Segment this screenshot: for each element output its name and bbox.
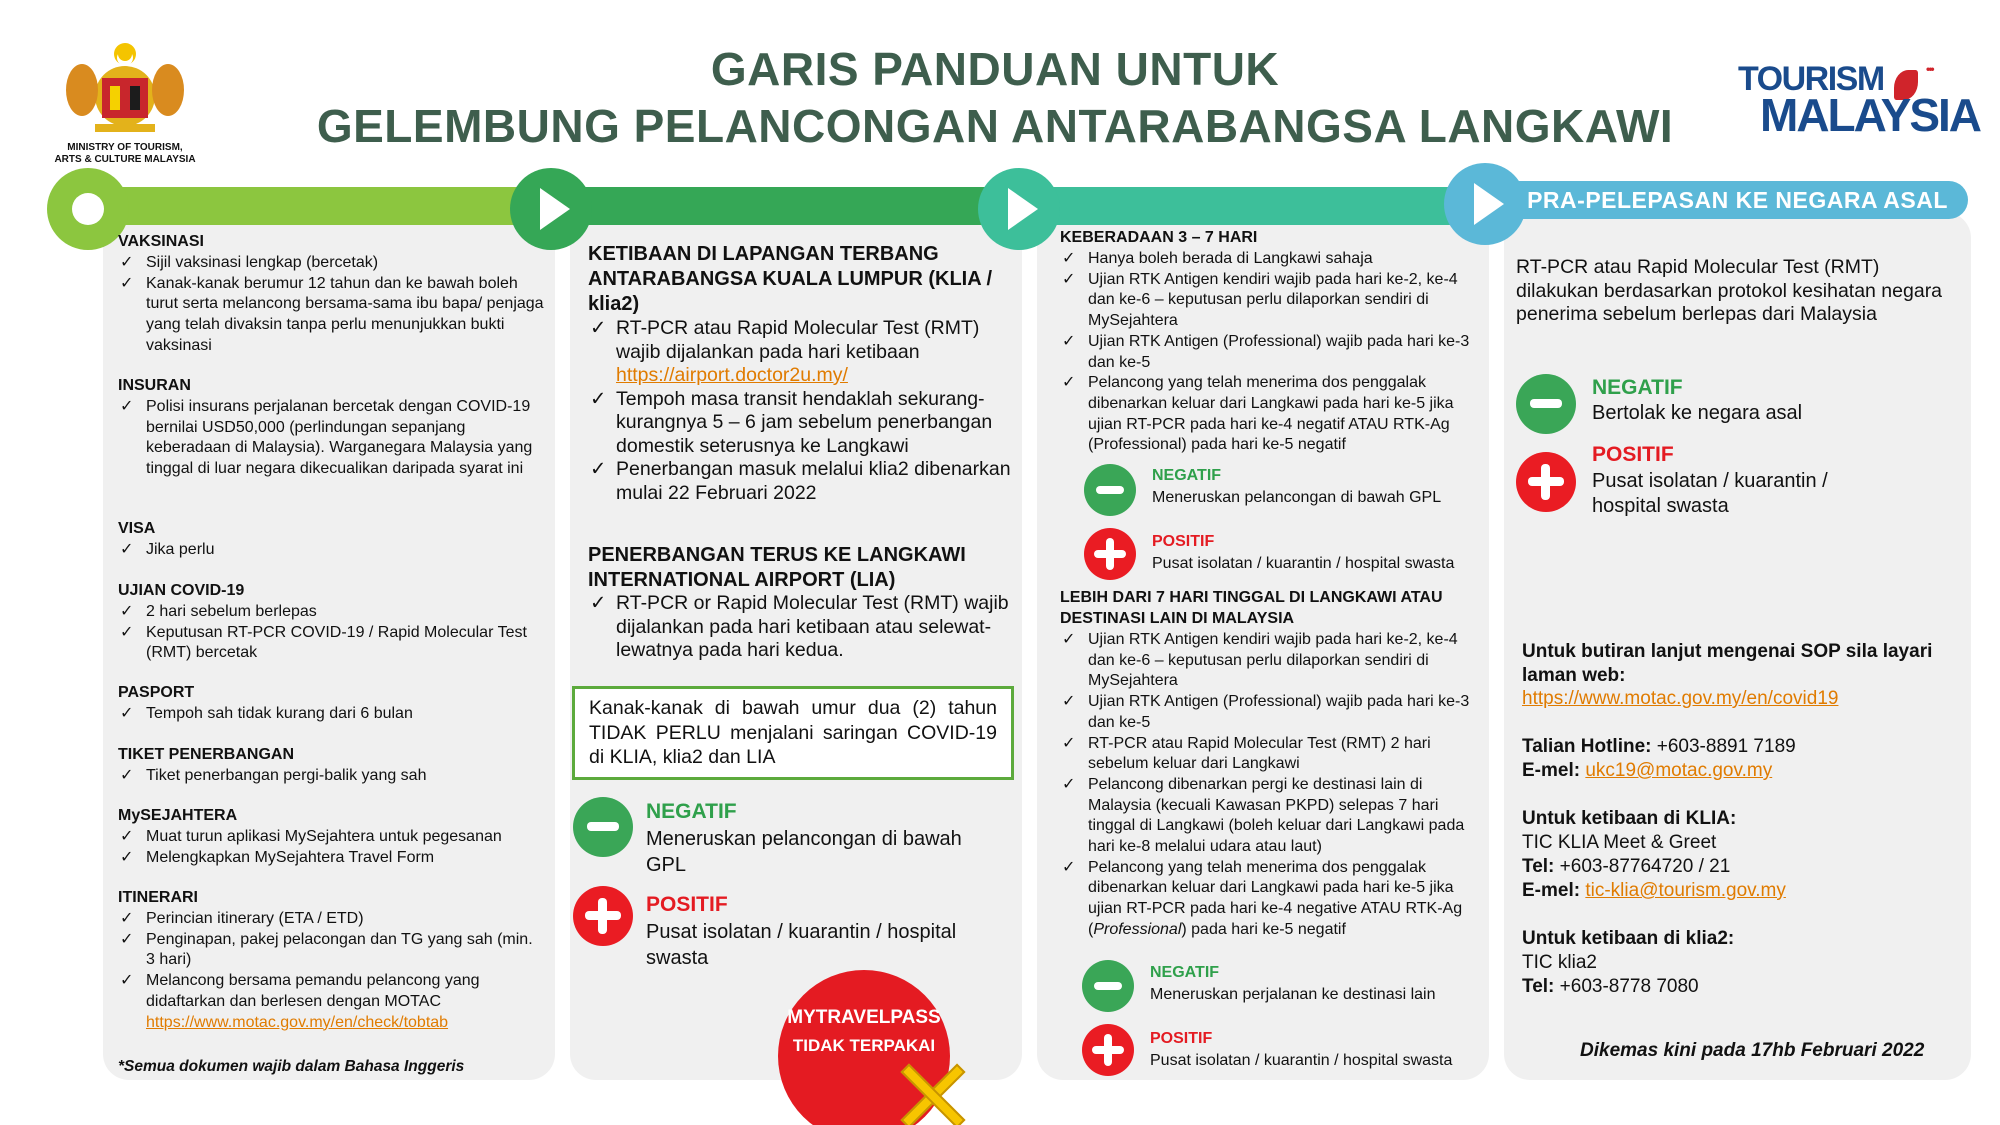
- ministry-name-line2: ARTS & CULTURE MALAYSIA: [54, 154, 196, 165]
- hotline-value: +603-8891 7189: [1651, 736, 1796, 757]
- tourism-logo-bottom: MALAYSIA: [1760, 89, 1980, 141]
- list-item: ✓ Ujian RTK Antigen (Professional) wajib pada hari ke-3 dan ke-5: [1060, 332, 1478, 373]
- motac-covid19-link[interactable]: https://www.motac.gov.my/en/covid19: [1522, 688, 1839, 709]
- doctor2u-link[interactable]: https://airport.doctor2u.my/: [616, 364, 848, 386]
- positive-text: Pusat isolatan / kuarantin / hospital swasta: [1152, 555, 1455, 572]
- updated-date: Dikemas kini pada 17hb Februari 2022: [1580, 1040, 1925, 1061]
- tic-klia-email-link[interactable]: tic-klia@tourism.gov.my: [1585, 880, 1786, 901]
- list-stay-over-7: [1060, 630, 1478, 941]
- positive-text: Pusat isolatan / kuarantin / hospital swasta: [1150, 1052, 1453, 1069]
- negative-label: NEGATIF: [1152, 467, 1222, 484]
- list-ujian: [118, 602, 546, 664]
- negative-text: Bertolak ke negara asal: [1592, 402, 1803, 424]
- negative-text: Meneruskan pelancongan di bawah GPL: [646, 828, 962, 876]
- stamp-line2: TIDAK TERPAKAI: [792, 1036, 936, 1055]
- step-band-1: [90, 187, 560, 225]
- list-item: ✓ Tiket penerbangan pergi-balik yang sah: [118, 766, 546, 787]
- klia-contact-heading: Untuk ketibaan di KLIA:: [1522, 808, 1737, 829]
- section-heading-pasport: PASPORT: [118, 684, 195, 701]
- list-tiket: [118, 766, 546, 787]
- section-heading-visa: VISA: [118, 520, 156, 537]
- children-note-box: Kanak-kanak di bawah umur dua (2) tahun TIDAK PERLU menjalani saringan COVID-19 di KLIA, klia2 dan LIA: [572, 686, 1014, 780]
- positive-label: POSITIF: [1150, 1030, 1213, 1047]
- plus-icon: [1082, 1024, 1134, 1076]
- ministry-name-line1: MINISTRY OF TOURISM,: [67, 142, 183, 153]
- minus-icon: [1516, 374, 1576, 434]
- list-pasport: [118, 704, 546, 725]
- positive-label: POSITIF: [1152, 533, 1215, 550]
- list-item-italic: Professional: [1093, 920, 1182, 938]
- list-item-text: Melancong bersama pemandu pelancong yang didaftarkan dan berlesen dengan MOTAC: [146, 972, 480, 1010]
- list-item: ✓ Ujian RTK Antigen kendiri wajib pada hari ke-2, ke-4 dan ke-6 – keputusan perlu dilaporkan sendiri di MySejahtera: [1060, 630, 1478, 692]
- tourism-logo-top: TOURISM: [1738, 60, 1884, 98]
- email-label: E-mel:: [1522, 760, 1581, 781]
- play-arrow-icon: [1008, 188, 1038, 230]
- minus-icon: [1082, 960, 1134, 1012]
- list-item: ✓ Ujian RTK Antigen (Professional) wajib pada hari ke-3 dan ke-5: [1060, 692, 1478, 733]
- list-item-text: Pelancong yang telah menerima dos penggalak dibenarkan keluar dari Langkawi pada hari ke-5 jika ujian RT-PCR pada hari ke-4 negative ATAU RTK-Ag (: [1088, 858, 1463, 938]
- section-heading-insuran: INSURAN: [118, 377, 191, 394]
- tourism-malaysia-logo: [1738, 60, 1980, 162]
- list-item: ✓ 2 hari sebelum berlepas: [118, 602, 546, 623]
- negative-label: NEGATIF: [1592, 376, 1683, 399]
- klia2-contact-heading: Untuk ketibaan di klia2:: [1522, 928, 1735, 949]
- negative-text: Meneruskan perjalanan ke destinasi lain: [1150, 986, 1436, 1003]
- list-item: ✓ Penerbangan masuk melalui klia2 dibenarkan mulai 22 Februari 2022: [588, 458, 1013, 505]
- list-item: ✓ Muat turun aplikasi MySejahtera untuk pegesanan: [118, 827, 546, 848]
- ukc19-email-link[interactable]: ukc19@motac.gov.my: [1585, 760, 1773, 781]
- page-title-line2: GELEMBUNG PELANCONGAN ANTARABANGSA LANGKAWI: [316, 100, 1674, 152]
- negative-label: NEGATIF: [646, 800, 737, 823]
- list-visa: [118, 540, 546, 561]
- list-lia: [588, 592, 1013, 663]
- step-label-3: KEBERADAAN: [1168, 5, 1352, 33]
- tourism-logo-dots: •••: [1926, 62, 1933, 76]
- ministry-crest: [40, 38, 210, 166]
- stamp-line1: MYTRAVELPASS: [787, 1007, 941, 1028]
- list-item: [118, 971, 538, 1033]
- step-label-4: PRA-PELEPASAN KE NEGARA ASAL: [1527, 187, 1948, 213]
- minus-icon: [573, 797, 633, 857]
- section-heading-vaksinasi: VAKSINASI: [118, 233, 204, 250]
- ring-icon: [72, 193, 104, 225]
- section-heading-mysejahtera: MySEJAHTERA: [118, 807, 238, 824]
- positive-label: POSITIF: [646, 893, 728, 916]
- step-label-1: PRA-PERLEPASAN: [206, 5, 444, 33]
- list-insuran: [118, 397, 546, 480]
- list-item: ✓ Pelancong yang telah menerima dos penggalak dibenarkan keluar dari Langkawi pada hari ke-5 jika ujian RT-PCR pada hari ke-4 negatif ATAU RTK-Ag (Professional) pada hari ke-5 negatif: [1060, 373, 1478, 456]
- list-item: [1060, 858, 1478, 941]
- list-klia: [588, 317, 1013, 505]
- plus-icon: [1516, 452, 1576, 512]
- list-item: ✓ Pelancong dibenarkan pergi ke destinasi lain di Malaysia (kecuali Kawasan PKPD) selepas 7 hari tinggal di Langkawi (boleh keluar dari Langkawi pada hari ke-8 melalui udara atau laut): [1060, 775, 1478, 858]
- list-item: ✓ Kanak-kanak berumur 12 tahun dan ke bawah boleh turut serta melancong bersama-sama ibu bapa/ penjaga yang telah divaksin tanpa perlu menunjukkan bukti vaksinasi: [118, 274, 548, 357]
- list-item: ✓ RT-PCR or Rapid Molecular Test (RMT) wajib dijalankan pada hari ketibaan atau selewat-lewatnya pada hari kedua.: [588, 592, 1013, 663]
- list-item: ✓ Perincian itinerary (ETA / ETD): [118, 909, 538, 930]
- list-item: ✓ Tempoh masa transit hendaklah sekurang-kurangnya 5 – 6 jam sebelum penerbangan domestik seterusnya ke Langkawi: [588, 388, 1013, 459]
- list-itinerari: [118, 909, 538, 1033]
- step-band-3: [1024, 187, 1486, 225]
- section-heading-itinerari: ITINERARI: [118, 889, 198, 906]
- email-row: [1522, 760, 1772, 782]
- play-arrow-icon: [1474, 183, 1504, 225]
- step-label-2: KETIBAAN: [728, 5, 862, 33]
- klia-tel-value: +603-87764720 / 21: [1554, 856, 1731, 877]
- list-item-text: ) pada hari ke-5 negatif: [1181, 920, 1346, 938]
- list-item: ✓ Jika perlu: [118, 540, 546, 561]
- plus-icon: [1084, 528, 1136, 580]
- list-item-text: RT-PCR atau Rapid Molecular Test (RMT) wajib dijalankan pada hari ketibaan: [616, 317, 980, 363]
- positive-text: Pusat isolatan / kuarantin / hospital swasta: [646, 921, 957, 969]
- klia-email-row: [1522, 880, 1786, 902]
- list-item: ✓ Hanya boleh berada di Langkawi sahaja: [1060, 249, 1478, 270]
- motac-tobtab-link[interactable]: https://www.motac.gov.my/en/check/tobtab: [146, 1013, 449, 1031]
- positive-label: POSITIF: [1592, 443, 1674, 466]
- minus-icon: [1084, 464, 1136, 516]
- list-item: [588, 317, 1013, 388]
- list-item: ✓ Melengkapkan MySejahtera Travel Form: [118, 848, 546, 869]
- cross-mark-icon: [900, 1062, 966, 1125]
- lia-heading: PENERBANGAN TERUS KE LANGKAWI INTERNATIONAL AIRPORT (LIA): [588, 544, 966, 591]
- plus-icon: [573, 886, 633, 946]
- crest-icon: [60, 38, 190, 138]
- section-heading-ujian: UJIAN COVID-19: [118, 582, 245, 599]
- footnote: *Semua dokumen wajib dalam Bahasa Inggeris: [118, 1058, 465, 1075]
- stay-over-7-heading: LEBIH DARI 7 HARI TINGGAL DI LANGKAWI ATAU DESTINASI LAIN DI MALAYSIA: [1060, 589, 1443, 627]
- list-item: ✓ RT-PCR atau Rapid Molecular Test (RMT) 2 hari sebelum keluar dari Langkawi: [1060, 734, 1478, 775]
- klia2-tel-row: [1522, 976, 1699, 998]
- play-arrow-icon: [540, 188, 570, 230]
- klia2-tel-value: +603-8778 7080: [1554, 976, 1699, 997]
- list-item: ✓ Keputusan RT-PCR COVID-19 / Rapid Molecular Test (RMT) bercetak: [118, 623, 546, 664]
- stay-3-7-heading: KEBERADAAN 3 – 7 HARI: [1060, 229, 1258, 246]
- list-stay-3-7: [1060, 249, 1478, 456]
- hotline-row: [1522, 736, 1796, 758]
- klia-email-label: E-mel:: [1522, 880, 1581, 901]
- list-item: ✓ Polisi insurans perjalanan bercetak dengan COVID-19 bernilai USD50,000 (perlindungan sepanjang keberadaan di Malaysia). Warganegara Malaysia yang tinggal di luar negara dikecualikan daripada syarat ini: [118, 397, 546, 480]
- sop-heading: Untuk butiran lanjut mengenai SOP sila layari laman web:: [1522, 641, 1933, 686]
- klia2-tel-label: Tel:: [1522, 976, 1555, 997]
- list-vaksinasi: [118, 253, 548, 357]
- list-item: ✓ Penginapan, pakej pelacongan dan TG yang sah (min. 3 hari): [118, 930, 538, 971]
- klia-heading: KETIBAAN DI LAPANGAN TERBANG ANTARABANGSA KUALA LUMPUR (KLIA / klia2): [588, 243, 993, 315]
- klia-tel-row: [1522, 856, 1730, 878]
- list-item: ✓ Ujian RTK Antigen kendiri wajib pada hari ke-2, ke-4 dan ke-6 – keputusan perlu dilaporkan sendiri di MySejahtera: [1060, 270, 1478, 332]
- departure-intro: RT-PCR atau Rapid Molecular Test (RMT) dilakukan berdasarkan protokol kesihatan negara penerima sebelum berlepas dari Malaysia: [1516, 256, 1943, 325]
- klia2-contact-name: TIC klia2: [1522, 952, 1597, 973]
- klia-tel-label: Tel:: [1522, 856, 1555, 877]
- hotline-label: Talian Hotline:: [1522, 736, 1652, 757]
- step-band-2: [556, 187, 1026, 225]
- page-title-line1: GARIS PANDUAN UNTUK: [710, 43, 1280, 95]
- positive-text: Pusat isolatan / kuarantin / hospital swasta: [1592, 470, 1828, 517]
- negative-label: NEGATIF: [1150, 964, 1220, 981]
- list-item: ✓ Tempoh sah tidak kurang dari 6 bulan: [118, 704, 546, 725]
- section-heading-tiket: TIKET PENERBANGAN: [118, 746, 295, 763]
- negative-text: Meneruskan pelancongan di bawah GPL: [1152, 489, 1442, 506]
- list-item: ✓ Sijil vaksinasi lengkap (bercetak): [118, 253, 548, 274]
- klia-contact-name: TIC KLIA Meet & Greet: [1522, 832, 1717, 853]
- list-mysejahtera: [118, 827, 546, 868]
